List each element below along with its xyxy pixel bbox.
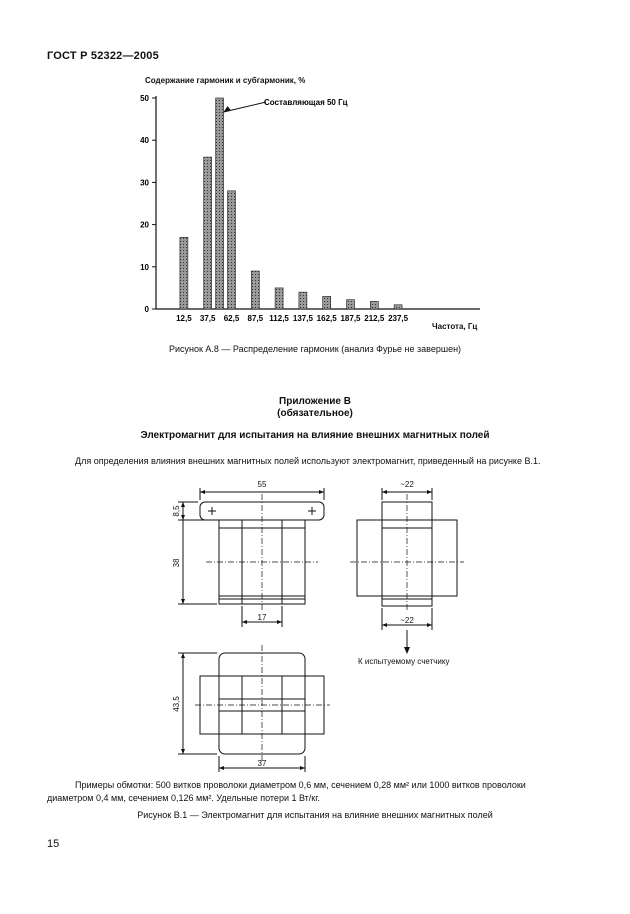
y-tick-label: 10 [140, 262, 149, 272]
y-tick-label: 50 [140, 94, 149, 103]
y-tick-label: 40 [140, 136, 149, 146]
arrow-label: К испытуемому счетчику [358, 657, 450, 666]
bar [275, 288, 283, 309]
dimension-22-top: ~22 [400, 480, 414, 489]
bar [204, 157, 212, 309]
x-tick-label: 87,5 [247, 314, 264, 323]
dimension-22-bottom: ~22 [400, 616, 414, 625]
front-view [178, 488, 324, 627]
appendix-intro: Для определения влияния внешних магнитных полей используют электромагнит, приведенный на рисунке В.1. [75, 456, 541, 466]
electromagnet-drawing [0, 470, 630, 780]
chart-x-axis-label: Частота, Гц [432, 322, 478, 331]
winding-note-line2: диаметром 0,4 мм, сечением 0,126 мм². Удельные потери 1 Вт/кг. [47, 793, 320, 803]
bar [394, 305, 402, 309]
chart-y-axis-label: Содержание гармоник и субгармоник, % [145, 76, 306, 85]
dimension-43-5: 43,5 [172, 696, 181, 712]
bar [370, 301, 378, 309]
dimension-37: 37 [257, 759, 267, 768]
document-header: ГОСТ Р 52322—2005 [47, 50, 159, 62]
y-tick-label: 30 [140, 178, 149, 188]
page-number: 15 [47, 838, 60, 850]
y-tick-label: 0 [144, 305, 149, 314]
appendix-subtitle: (обязательное) [277, 408, 353, 419]
figure-b1-caption: Рисунок В.1 — Электромагнит для испытания на влияние внешних магнитных полей [137, 810, 493, 820]
bar [180, 237, 188, 309]
bar [251, 271, 259, 309]
dimension-55: 55 [257, 480, 267, 489]
x-tick-label: 212,5 [364, 314, 385, 323]
appendix-heading: Электромагнит для испытания на влияние внешних магнитных полей [140, 430, 490, 441]
x-tick-label: 112,5 [269, 314, 289, 323]
x-tick-label: 237,5 [388, 314, 409, 323]
x-tick-label: 137,5 [292, 314, 313, 323]
x-tick-label: 37,5 [199, 314, 216, 323]
appendix-title: Приложение В [279, 396, 351, 407]
dimension-8-5: 8,5 [172, 505, 181, 517]
bar [228, 191, 236, 309]
bar [323, 296, 331, 309]
figure-a8-caption: Рисунок А.8 — Распределение гармоник (анализ Фурье не завершен) [168, 344, 462, 354]
x-tick-label: 62,5 [223, 314, 240, 323]
x-tick-label: 187,5 [340, 314, 361, 323]
bar [216, 98, 224, 309]
dimension-38: 38 [172, 558, 181, 568]
top-view [178, 645, 330, 772]
bar [299, 292, 307, 309]
x-tick-label: 162,5 [316, 314, 337, 323]
harmonics-bar-chart [120, 85, 500, 335]
annotation-label: Составляющая 50 Гц [264, 98, 348, 107]
winding-note-line1: Примеры обмотки: 500 витков проволоки диаметром 0,6 мм, сечением 0,28 мм² или 1000 витков проволоки [75, 780, 526, 790]
y-tick-label: 20 [140, 220, 149, 230]
annotation-pointer [224, 102, 266, 112]
dimension-17: 17 [257, 613, 267, 622]
x-tick-label: 12,5 [176, 314, 192, 323]
bar [347, 300, 355, 309]
